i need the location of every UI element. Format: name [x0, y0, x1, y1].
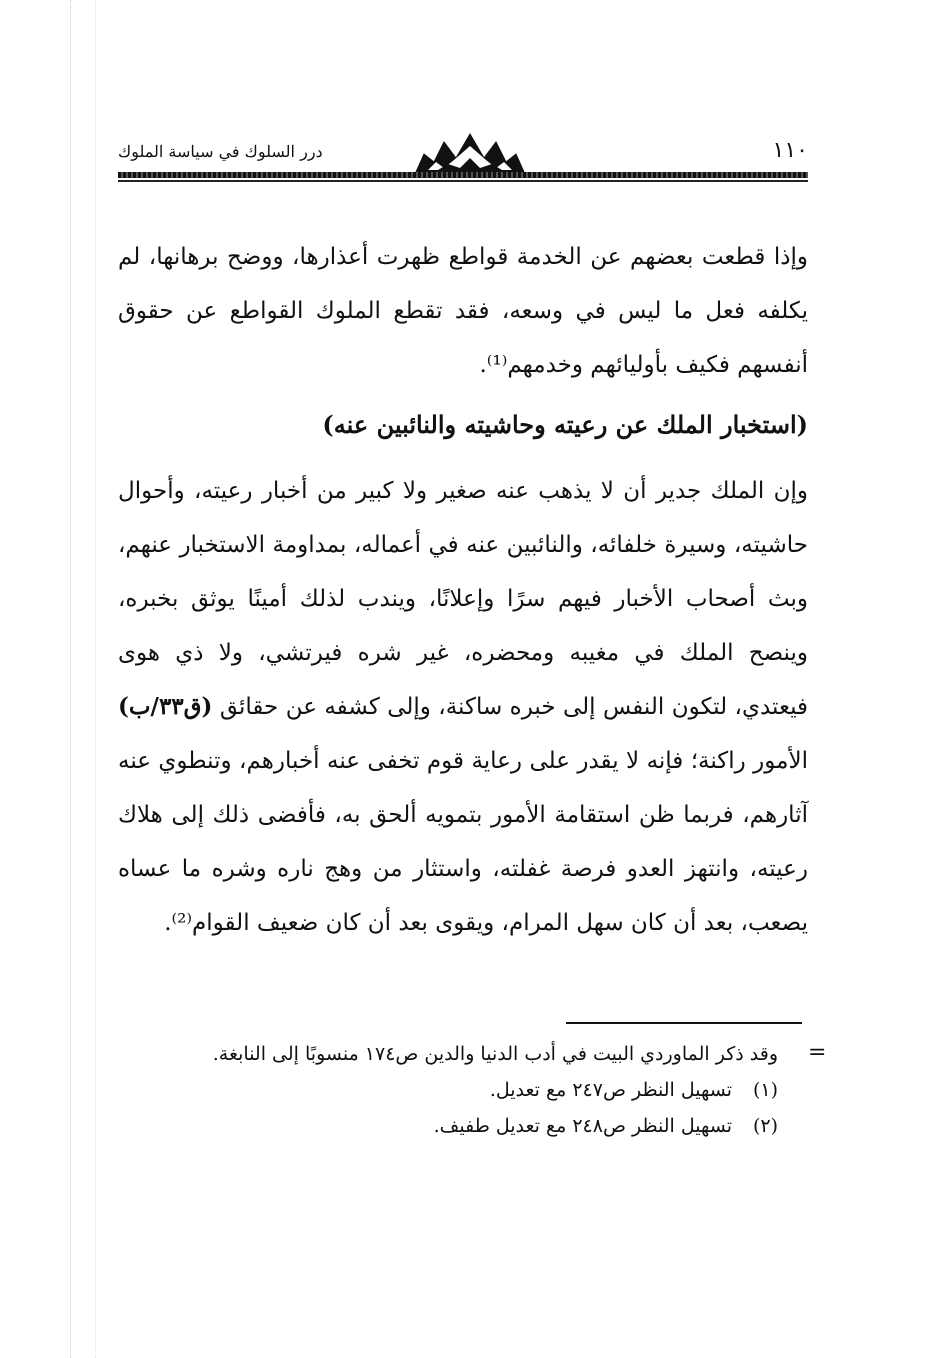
- footnote-continuation: وقد ذكر الماوردي البيت في أدب الدنيا والدين ص١٧٤ منسوبًا إلى النابغة.: [212, 1043, 778, 1065]
- footnotes: [118, 1036, 778, 1144]
- footnote-number: (١): [752, 1079, 778, 1101]
- header-rule: [118, 180, 808, 182]
- crown-ornament-icon: [414, 132, 526, 174]
- paragraph-1: وإذا قطعت بعضهم عن الخدمة قواطع ظهرت أعذارها، ووضح برهانها، لم يكلفه فعل ما ليس في وسعه، فقد تقطع الملوك القواطع عن حقوق أنفسهم فكيف بأوليائهم وخدمهم⁽¹⁾.: [118, 244, 808, 378]
- footnote-2: [118, 1108, 778, 1144]
- footnote-text: تسهيل النظر ص٢٤٨ مع تعديل طفيف.: [433, 1115, 732, 1137]
- paragraph-2-part-1: وإن الملك جدير أن لا يذهب عنه صغير ولا كبير من أخبار رعيته، وأحوال حاشيته، وسيرة خلفائه، والنائبين عنه في أعماله، بمداومة الاستخبار عنهم، وبث أصحاب الأخبار فيهم سرًا وإعلانًا، ويندب لذلك أمينًا يوثق بخبره، وينصح الملك في مغيبه ومحضره، غير شره فيرتشي، ولا ذي هوى فيعتدي، لتكون النفس إلى خبره ساكنة، وإلى كشفه عن حقائق: [118, 478, 809, 720]
- book-title: درر السلوك في سياسة الملوك: [118, 142, 323, 161]
- manuscript-reference: (ق٣٣/ب): [118, 693, 213, 720]
- header-rule: [118, 172, 808, 178]
- scan-edge-mark: [95, 0, 98, 1358]
- footnote-separator: [566, 1022, 802, 1024]
- running-header: [118, 128, 808, 188]
- page-number: ١١٠: [772, 138, 808, 163]
- scan-edge-mark: [70, 0, 73, 1358]
- footnote-continuation-mark: =: [808, 1040, 827, 1065]
- footnote-text: تسهيل النظر ص٢٤٧ مع تعديل.: [489, 1079, 732, 1101]
- footnote-number: (٢): [752, 1115, 778, 1137]
- footnote-1: [118, 1072, 778, 1108]
- paragraph-2: [118, 464, 808, 950]
- paragraph-2-part-2: الأمور راكنة؛ فإنه لا يقدر على رعاية قوم تخفى عنه أخبارهم، وتنطوي عنه آثارهم، فربما ظن استقامة الأمور بتمويه ألحق به، فأفضى ذلك إلى هلاك رعيته، وانتهز العدو فرصة غفلته، واستثار من وهج ناره وشره ما عساه يصعب، بعد أن كان سهل المرام، ويقوى بعد أن كان ضعيف القوام⁽²⁾.: [118, 748, 808, 936]
- section-heading: (استخبار الملك عن رعيته وحاشيته والنائبين عنه): [322, 410, 808, 439]
